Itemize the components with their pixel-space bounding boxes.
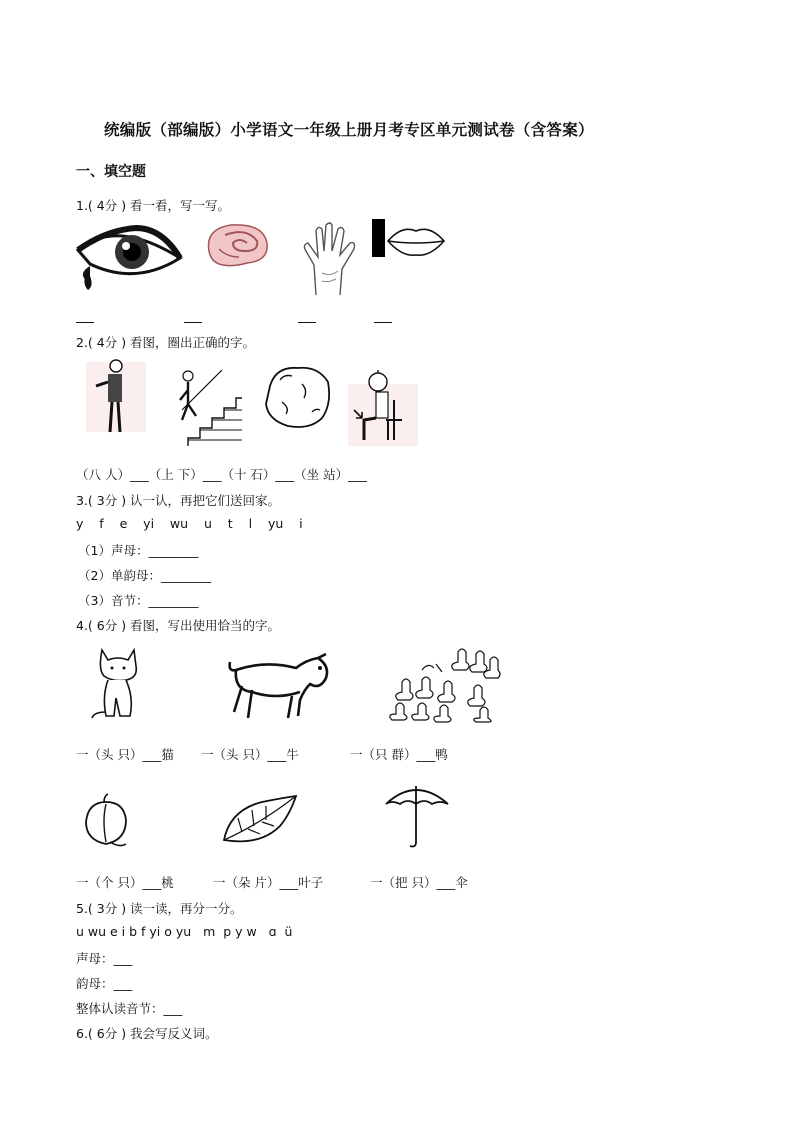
answer-blank[interactable]: [76, 322, 94, 323]
answer-blank[interactable]: [374, 322, 392, 323]
leaf-icon: [220, 794, 300, 850]
person-stairs-icon: [178, 370, 244, 448]
page-title: 统编版（部编版）小学语文一年级上册月考专区单元测试卷（含答案）: [104, 120, 594, 139]
question-3-prompt: 3.( 3分 ) 认一认，再把它们送回家。: [76, 493, 281, 508]
person-sitting-icon: [348, 370, 418, 448]
question-5-item: 声母：___: [76, 951, 133, 966]
question-2-options: （八 人）___（上 下）___（十 石）___（坐 站）___: [76, 467, 367, 482]
question-4-item: 一（头 只）___牛: [201, 747, 299, 762]
question-4-item: 一（朵 片）___叶子: [213, 875, 324, 890]
question-4-item: 一（头 只）___猫: [76, 747, 174, 762]
umbrella-icon: [382, 782, 452, 852]
question-6-prompt: 6.( 6分 ) 我会写反义词。: [76, 1026, 218, 1041]
question-3-item: （2）单韵母：________: [78, 568, 211, 583]
eye-icon: [76, 222, 182, 294]
question-2-prompt: 2.( 4分 ) 看图，圈出正确的字。: [76, 335, 256, 350]
question-4-item: 一（只 群）___鸭: [350, 747, 448, 762]
person-standing-icon: [86, 356, 146, 438]
question-5-item: 整体认读音节：___: [76, 1001, 183, 1016]
question-1-prompt: 1.( 4分 ) 看一看，写一写。: [76, 198, 231, 213]
ducks-icon: [382, 642, 502, 722]
question-4-item: 一（把 只）___伞: [370, 875, 468, 890]
question-3-letters: y f e yi wu u t l yu i: [76, 516, 303, 531]
question-5-item: 韵母：___: [76, 976, 133, 991]
hand-icon: [296, 221, 368, 297]
question-4-item: 一（个 只）___桃: [76, 875, 174, 890]
rock-icon: [262, 362, 332, 432]
mouth-icon: [372, 219, 452, 259]
question-5-prompt: 5.( 3分 ) 读一读，再分一分。: [76, 901, 243, 916]
cat-icon: [90, 646, 146, 722]
answer-blank[interactable]: [298, 322, 316, 323]
question-3-item: （3）音节：________: [78, 593, 199, 608]
question-4-prompt: 4.( 6分 ) 看图，写出使用恰当的字。: [76, 618, 281, 633]
ear-icon: [203, 221, 271, 271]
question-5-letters: u wu e i b f yi o yu m p y w ɑ ü: [76, 924, 293, 939]
ox-icon: [226, 650, 334, 722]
question-3-item: （1）声母：________: [78, 543, 199, 558]
section-heading: 一、填空题: [76, 164, 146, 180]
answer-blank[interactable]: [184, 322, 202, 323]
peach-icon: [80, 792, 136, 850]
